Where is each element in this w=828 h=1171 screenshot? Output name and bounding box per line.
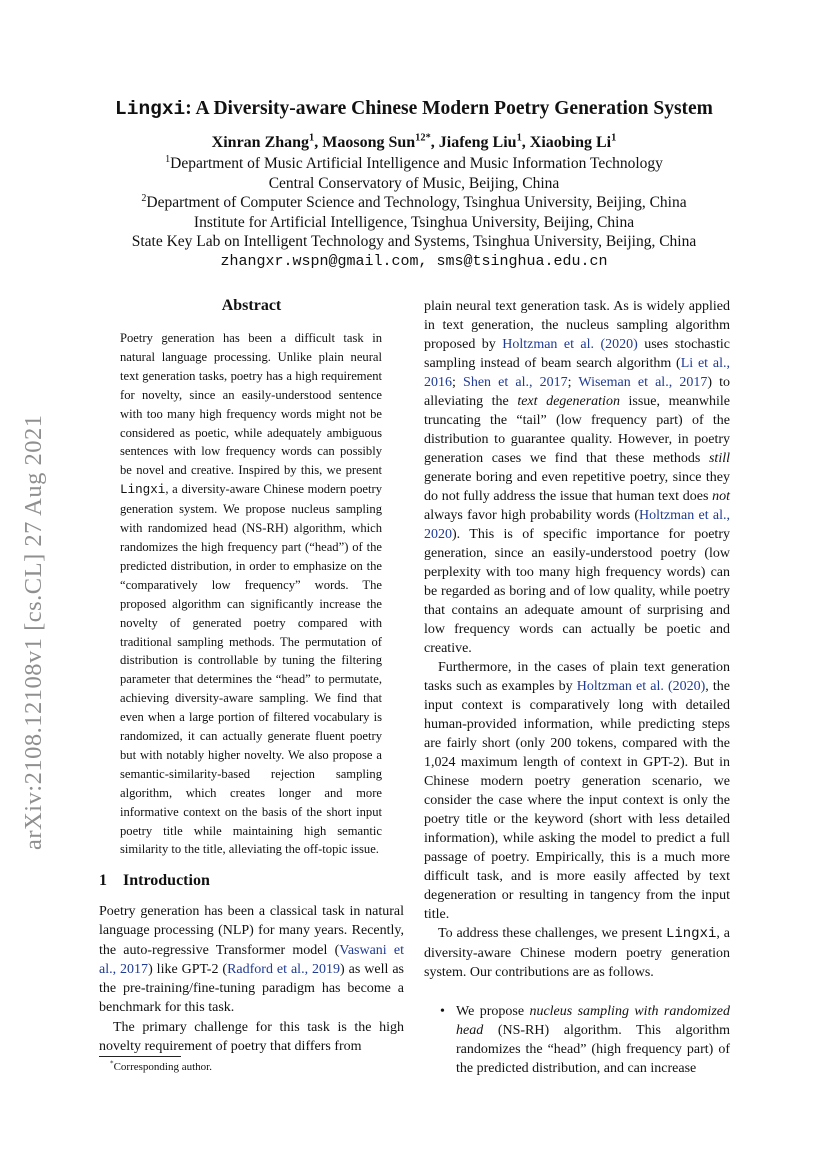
text-run: always favor high probability words ( xyxy=(424,508,640,523)
author-affil-mark: 1 xyxy=(309,132,315,144)
system-name: Lingxi xyxy=(665,926,717,942)
affiliation-1 xyxy=(0,155,828,173)
footnote xyxy=(110,1061,212,1073)
emphasis: nucleus sampling with randomized head xyxy=(456,1004,730,1038)
text-run: Furthermore, in the cases of plain text generation tasks such as examples by xyxy=(424,660,730,694)
affiliation-1b: Central Conservatory of Music, Beijing, China xyxy=(268,175,560,192)
author-list xyxy=(0,134,828,152)
contribution-bullet xyxy=(440,1002,730,1078)
author-emails: zhangxr.wspn@gmail.com, sms@tsinghua.edu.cn xyxy=(220,253,608,270)
abstract-body xyxy=(120,329,382,859)
citation-link[interactable]: Holtzman et al. (2020) xyxy=(502,337,638,352)
author-name: , Jiafeng Liu xyxy=(430,134,517,151)
affiliation-3: Institute for Artificial Intelligence, Tsinghua University, Beijing, China xyxy=(193,214,635,231)
footnote-divider xyxy=(99,1056,181,1057)
affil-mark: 2 xyxy=(141,192,147,204)
text-run: generate boring and even repetitive poetry, since they do not fully address the issue that human text does xyxy=(424,470,730,504)
footnote-text: Corresponding author. xyxy=(113,1061,212,1073)
citation-link[interactable]: Li et al., 2016 xyxy=(424,356,730,390)
citation-link[interactable]: Holtzman et al. (2020) xyxy=(576,679,706,694)
affiliation-4: State Key Lab on Intelligent Technology and Systems, Tsinghua University, Beijing, China xyxy=(131,233,697,250)
author-affil-mark: 1 xyxy=(611,132,617,144)
text-run: ; xyxy=(452,375,464,390)
author-affil-mark: 12* xyxy=(415,132,431,144)
abstract-text-part: Poetry generation has been a difficult task in natural language processing. Unlike plain neural text generation tasks, poetry has a high requirement for novelty, since an easily-understood sentence with too many high frequency words might not be considered as poetic, while adequately ambiguous sentences with low frequency words can possibly be novel and creative. Inspired by this, we present xyxy=(120,331,382,478)
footnote-mark: * xyxy=(110,1059,114,1068)
text-run: We propose xyxy=(456,1004,530,1019)
emphasis: text degeneration xyxy=(517,394,620,409)
abstract-text-part: , a diversity-aware Chinese modern poetry generation system. We propose nucleus sampling with randomized head (NS-RH) algorithm, which randomizes the high frequency part (“head”) of the predicted distribution, in order to emphasize on the “comparatively low frequency” words. The proposed algorithm can significantly increase the novelty of generated poetry compared with traditional sampling methods. The permutation of distribution is controllable by tuning the filtering parameter that determines the “head” to permutate, achieving diversity-aware sampling. We find that even when a large portion of filtered vocabulary is randomized, it can actually generate fluent poetry but with notably higher novelty. We also propose a semantic-similarity-based rejection sampling algorithm, which creates longer and more informative context on the basis of the short input poetry title while maintaining high semantic similarity to the title, alleviating the off-topic issue. xyxy=(120,482,382,857)
text-run: Poetry generation has been a classical task in natural language processing (NLP) for many years. Recently, the auto-regressive Transformer model ( xyxy=(99,904,404,958)
affil-text: Department of Music Artificial Intelligence and Music Information Technology xyxy=(170,155,663,172)
author-name: , Xiaobing Li xyxy=(521,134,612,151)
text-run: ). This is of specific importance for poetry generation, since an easily-understood poetry (low perplexity with too many high frequency words) can be regarded as boring and of low quality, while poetry that contains an adequate amount of surprising and low frequency words can actually be poetic and creative. xyxy=(424,527,730,656)
citation-link[interactable]: Holtzman et al., 2020 xyxy=(424,508,731,542)
text-run: , the input context is comparatively long with detailed human-provided information, while predicting steps are fairly short (only 200 tokens, compared with the 1,024 maximum length of context in GPT-2). But in Chinese modern poetry generation scenario, we consider the case where the input context is only the poetry title or the keyword (short with less detailed information), while asking the model to predict a full passage of poetry. Empirically, this is a much more difficult task, and is more easily affected by text degeneration or resulting in tangency from the input title. xyxy=(424,679,730,922)
arxiv-stamp: arXiv:2108.12108v1 [cs.CL] 27 Aug 2021 xyxy=(20,414,47,850)
author-name: , Maosong Sun xyxy=(314,134,416,151)
text-run: issue, meanwhile truncating the “tail” (low frequency part) of the distribution to guarantee quality. However, in poetry generation cases we find that these methods xyxy=(424,394,730,466)
introduction-body xyxy=(99,902,404,1056)
text-run: (NS-RH) algorithm. This algorithm randomizes the “head” (high frequency part) of the predicted distribution, and can increase xyxy=(456,1023,730,1076)
bullet-text xyxy=(456,1002,730,1078)
affil-text: Department of Computer Science and Technology, Tsinghua University, Beijing, China xyxy=(146,194,687,211)
title-text: : A Diversity-aware Chinese Modern Poetry Generation System xyxy=(185,98,713,119)
abstract-heading: Abstract xyxy=(221,297,282,314)
citation-link[interactable]: Vaswani et al., 2017 xyxy=(99,942,404,977)
bullet-icon: • xyxy=(440,1004,445,1019)
citation-link[interactable]: Radford et al., 2019 xyxy=(227,961,341,977)
paragraph xyxy=(424,924,730,982)
text-run: ) to alleviating the xyxy=(424,375,731,409)
emphasis: still xyxy=(708,451,730,466)
author-affil-mark: 1 xyxy=(516,132,522,144)
text-run: To address these challenges, we present xyxy=(438,926,666,941)
text-run: ) as well as the pre-training/fine-tuning paradigm has become a benchmark for this task. xyxy=(99,961,404,1016)
affil-mark: 1 xyxy=(165,153,171,165)
paper-title xyxy=(0,98,828,120)
system-name: Lingxi xyxy=(115,98,186,120)
system-name: Lingxi xyxy=(120,483,166,498)
paragraph xyxy=(99,902,404,1018)
section-number: 1 xyxy=(99,872,107,889)
paragraph xyxy=(424,658,730,924)
text-run: plain neural text generation task. As is widely applied in text generation, the nucleus sampling algorithm proposed by xyxy=(424,299,730,352)
right-column-body xyxy=(424,297,730,982)
section-title: Introduction xyxy=(123,872,210,889)
author-name: Xinran Zhang xyxy=(211,134,310,151)
text-run: uses stochastic sampling instead of beam search algorithm ( xyxy=(424,337,730,371)
section-heading-introduction xyxy=(99,872,210,890)
emphasis: not xyxy=(712,489,730,504)
text-run: ; xyxy=(567,375,579,390)
affiliation-2 xyxy=(0,194,828,212)
paragraph: The primary challenge for this task is the high novelty requirement of poetry that differs from xyxy=(99,1019,404,1055)
paragraph xyxy=(424,297,730,658)
citation-link[interactable]: Wiseman et al., 2017 xyxy=(578,375,708,390)
citation-link[interactable]: Shen et al., 2017 xyxy=(463,375,568,390)
text-run: , a diversity-aware Chinese modern poetry generation system. Our contributions are as follows. xyxy=(424,926,730,980)
text-run: ) like GPT-2 ( xyxy=(148,961,228,977)
